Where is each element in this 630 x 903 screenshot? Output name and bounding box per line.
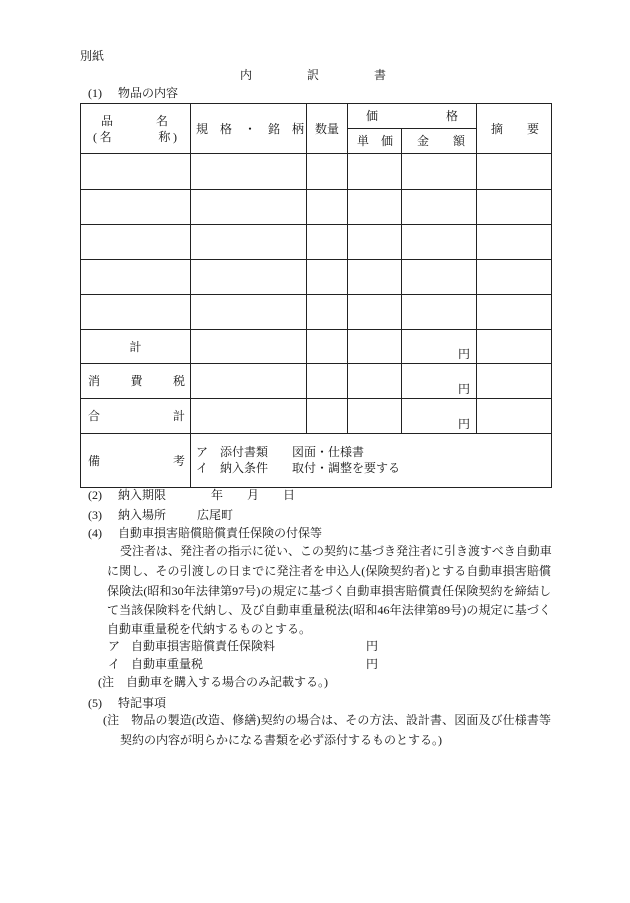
cell-unit-price — [348, 225, 402, 260]
document-title: 内 訳 書 — [240, 68, 386, 82]
cell-remarks — [477, 260, 552, 295]
header-price-label: 価 格 — [366, 109, 459, 123]
cell-amount — [402, 154, 477, 190]
cell-remarks — [477, 225, 552, 260]
section-5-note-line: (注 物品の製造(改造、修繕)契約の場合は、その方法、設計書、図面及び仕様書等 — [103, 713, 551, 727]
header-remarks-label: 摘 要 — [491, 121, 540, 136]
section-3-number: (3) — [88, 508, 102, 522]
delivery-place-value: 広尾町 — [197, 508, 234, 522]
section-1-label: 物品の内容 — [118, 86, 179, 100]
notes-row — [81, 434, 552, 488]
section-4-label: 自動車損害賠償賠償責任保険の付保等 — [118, 526, 323, 540]
cell-unit-price — [348, 399, 402, 434]
consumption-tax-yen-unit: 円 — [458, 382, 471, 396]
section-4-number: (4) — [88, 526, 102, 540]
cell-quantity — [307, 190, 348, 225]
section-5-number: (5) — [88, 696, 102, 710]
cell-item-name — [81, 190, 191, 225]
header-spec-brand — [191, 104, 307, 154]
cell-remarks — [477, 154, 552, 190]
cell-spec-brand — [191, 154, 307, 190]
total-yen-unit: 円 — [458, 417, 471, 431]
total-label: 合 計 — [88, 409, 185, 423]
consumption-tax-label: 消 費 税 — [88, 374, 185, 388]
weight-tax-item-marker: イ — [108, 657, 121, 671]
notes-label-cell — [81, 434, 191, 488]
header-row-top — [81, 104, 552, 129]
consumption-tax-amount — [402, 364, 477, 399]
cell-amount — [402, 225, 477, 260]
consumption-tax-label-cell — [81, 364, 191, 399]
header-unit-price — [348, 129, 402, 154]
cell-unit-price — [348, 295, 402, 330]
total-amount — [402, 399, 477, 434]
cell-spec-brand — [191, 260, 307, 295]
cell-quantity — [307, 295, 348, 330]
header-item-name — [81, 104, 191, 154]
cell-amount — [402, 190, 477, 225]
cell-remarks — [477, 330, 552, 364]
cell-amount — [402, 295, 477, 330]
subtotal-label: 計 — [81, 330, 191, 364]
cell-spec-brand — [191, 364, 307, 399]
header-spec-brand-label: 規 格 ・ 銘 柄 — [196, 121, 305, 136]
header-unit-price-label: 単 価 — [357, 134, 394, 148]
cell-spec-brand — [191, 295, 307, 330]
section-4-paragraph-line: て当該保険料を代納し、及び自動車重量税法(昭和46年法律第89号)の規定に基づく — [107, 603, 551, 617]
weight-tax-item-label: 自動車重量税 — [131, 657, 204, 671]
cell-unit-price — [348, 330, 402, 364]
weight-tax-item-yen-unit: 円 — [366, 657, 379, 671]
empty-row — [81, 295, 552, 330]
section-4-note: (注 自動車を購入する場合のみ記載する。) — [98, 675, 328, 689]
cell-quantity — [307, 330, 348, 364]
notes-line-delivery-conditions: イ 納入条件 取付・調整を要する — [196, 461, 401, 475]
insurance-item-label: 自動車損害賠償責任保険料 — [131, 639, 276, 653]
cell-unit-price — [348, 260, 402, 295]
header-amount-label: 金 額 — [417, 134, 466, 148]
header-remarks — [477, 104, 552, 154]
header-quantity — [307, 104, 348, 154]
cell-quantity — [307, 364, 348, 399]
empty-row — [81, 190, 552, 225]
empty-row — [81, 154, 552, 190]
cell-unit-price — [348, 154, 402, 190]
section-4-paragraph-line: 保険法(昭和30年法律第97号)の規定に基づく自動車損害賠償責任保険契約を締結し — [107, 584, 551, 598]
total-label-cell — [81, 399, 191, 434]
subtotal-amount — [402, 330, 477, 364]
header-item-name-line1: 品 名 — [101, 113, 168, 128]
subtotal-yen-unit: 円 — [458, 347, 471, 361]
section-1-number: (1) — [88, 86, 102, 100]
section-2-number: (2) — [88, 488, 102, 502]
notes-line-attachments: ア 添付書類 図面・仕様書 — [196, 445, 365, 459]
cell-remarks — [477, 364, 552, 399]
cell-quantity — [307, 154, 348, 190]
header-item-name-line2: (名 称) — [93, 129, 177, 144]
cell-item-name — [81, 295, 191, 330]
section-4-paragraph-line: に関し、その引渡しの日までに発注者を申込人(保険契約者)とする自動車損害賠償 — [107, 564, 551, 578]
cell-item-name — [81, 154, 191, 190]
section-4-paragraph-line: 受注者は、発注者の指示に従い、この契約に基づき発注者に引き渡すべき自動車 — [120, 544, 552, 558]
total-row — [81, 399, 552, 434]
section-5-note-line: 契約の内容が明らかになる書類を必ず添付するものとする。) — [120, 733, 442, 747]
section-3-label: 納入場所 — [118, 508, 167, 522]
cell-quantity — [307, 225, 348, 260]
header-price — [348, 104, 477, 129]
cell-spec-brand — [191, 399, 307, 434]
subtotal-row — [81, 330, 552, 364]
cell-amount — [402, 260, 477, 295]
cell-item-name — [81, 225, 191, 260]
header-amount — [402, 129, 477, 154]
empty-row — [81, 225, 552, 260]
cell-quantity — [307, 399, 348, 434]
section-4-paragraph-line: 自動車重量税を代納するものとする。 — [107, 622, 312, 636]
cell-remarks — [477, 190, 552, 225]
cell-remarks — [477, 295, 552, 330]
cell-unit-price — [348, 190, 402, 225]
notes-label: 備 考 — [88, 453, 185, 468]
cell-quantity — [307, 260, 348, 295]
notes-content — [191, 434, 552, 488]
cell-spec-brand — [191, 225, 307, 260]
cell-remarks — [477, 399, 552, 434]
attachment-label: 別紙 — [80, 49, 105, 63]
section-2-label: 納入期限 — [118, 488, 167, 502]
insurance-item-yen-unit: 円 — [366, 639, 379, 653]
insurance-item-marker: ア — [108, 639, 121, 653]
cell-item-name — [81, 260, 191, 295]
cell-unit-price — [348, 364, 402, 399]
cell-spec-brand — [191, 330, 307, 364]
cell-spec-brand — [191, 190, 307, 225]
section-5-label: 特記事項 — [118, 696, 167, 710]
consumption-tax-row — [81, 364, 552, 399]
delivery-date-value: 年 月 日 — [211, 488, 296, 502]
items-table — [80, 103, 552, 488]
header-quantity-label: 数量 — [314, 121, 339, 136]
empty-row — [81, 260, 552, 295]
